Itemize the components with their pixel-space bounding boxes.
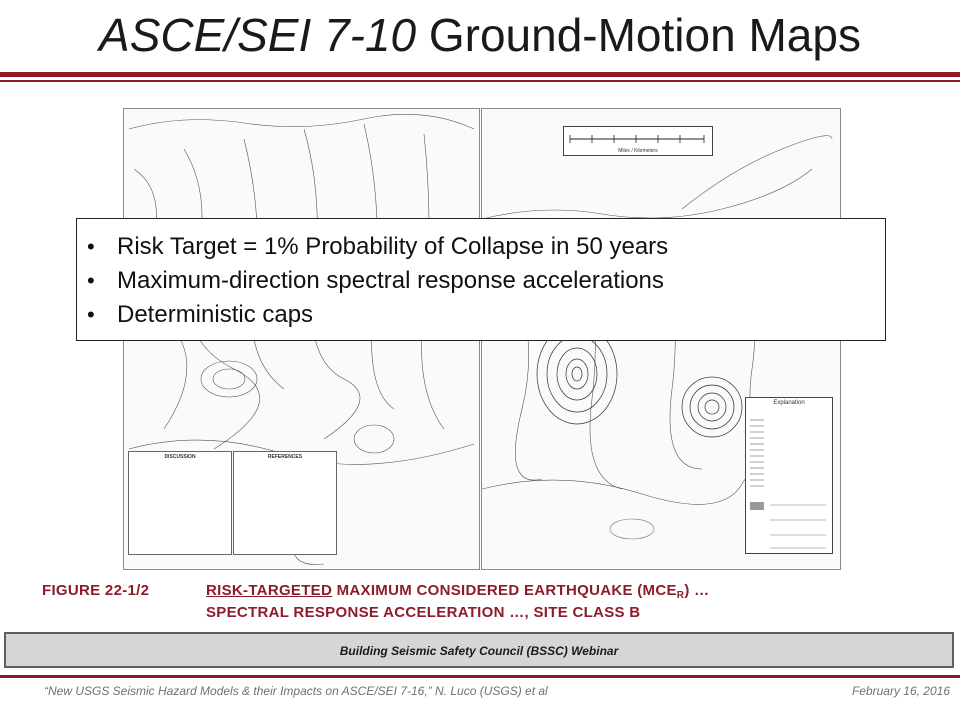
- caption-underlined: RISK-TARGETED: [206, 582, 333, 599]
- footer-rule: [0, 675, 960, 678]
- webinar-banner-text: Building Seismic Safety Council (BSSC) Webinar: [339, 644, 619, 658]
- figure-label: FIGURE 22-1/2: [42, 582, 150, 599]
- footer-date: February 16, 2016: [851, 684, 950, 698]
- references-box: [233, 451, 337, 555]
- caption-line-2: SPECTRAL RESPONSE ACCELERATION …, SITE CLASS B: [206, 604, 641, 621]
- scale-ruler: [564, 127, 712, 155]
- caption-line-1-text: MAXIMUM CONSIDERED EARTHQUAKE (MCE: [332, 582, 677, 599]
- footer-citation: “New USGS Seismic Hazard Models & their Impacts on ASCE/SEI 7-16,” N. Luco (USGS) et al: [44, 684, 548, 698]
- key-point-text: Risk Target = 1% Probability of Collapse in 50 years: [117, 233, 669, 260]
- legend-title: Explanation: [773, 400, 805, 406]
- key-points-list: [87, 230, 668, 332]
- webinar-banner: [4, 632, 954, 668]
- map-scale-bar: [563, 126, 713, 156]
- key-point-item: [87, 298, 668, 332]
- references-heading: REFERENCES: [267, 454, 303, 460]
- slide-title-rest: Ground-Motion Maps: [416, 9, 861, 61]
- scale-label: Miles / Kilometers: [618, 148, 658, 154]
- caption-line-1-end: ) …: [684, 582, 710, 599]
- slide-title: [0, 4, 960, 66]
- title-rule-thin: [0, 80, 960, 82]
- discussion-box: [128, 451, 232, 555]
- key-point-text: Maximum-direction spectral response accelerations: [117, 267, 664, 294]
- key-point-item: [87, 264, 668, 298]
- map-legend: [745, 397, 833, 554]
- title-rule-thick: [0, 72, 960, 77]
- legend-lines: [746, 410, 832, 560]
- key-point-text: Deterministic caps: [117, 301, 314, 328]
- key-point-item: [87, 230, 668, 264]
- bullet-icon: •: [87, 234, 95, 259]
- key-points-box: [76, 218, 886, 341]
- bullet-icon: •: [87, 268, 95, 293]
- slide-title-italic: ASCE/SEI 7-10: [99, 9, 417, 61]
- caption-subscript: R: [676, 590, 685, 601]
- discussion-heading: DISCUSSION: [164, 454, 196, 460]
- bullet-icon: •: [87, 302, 95, 327]
